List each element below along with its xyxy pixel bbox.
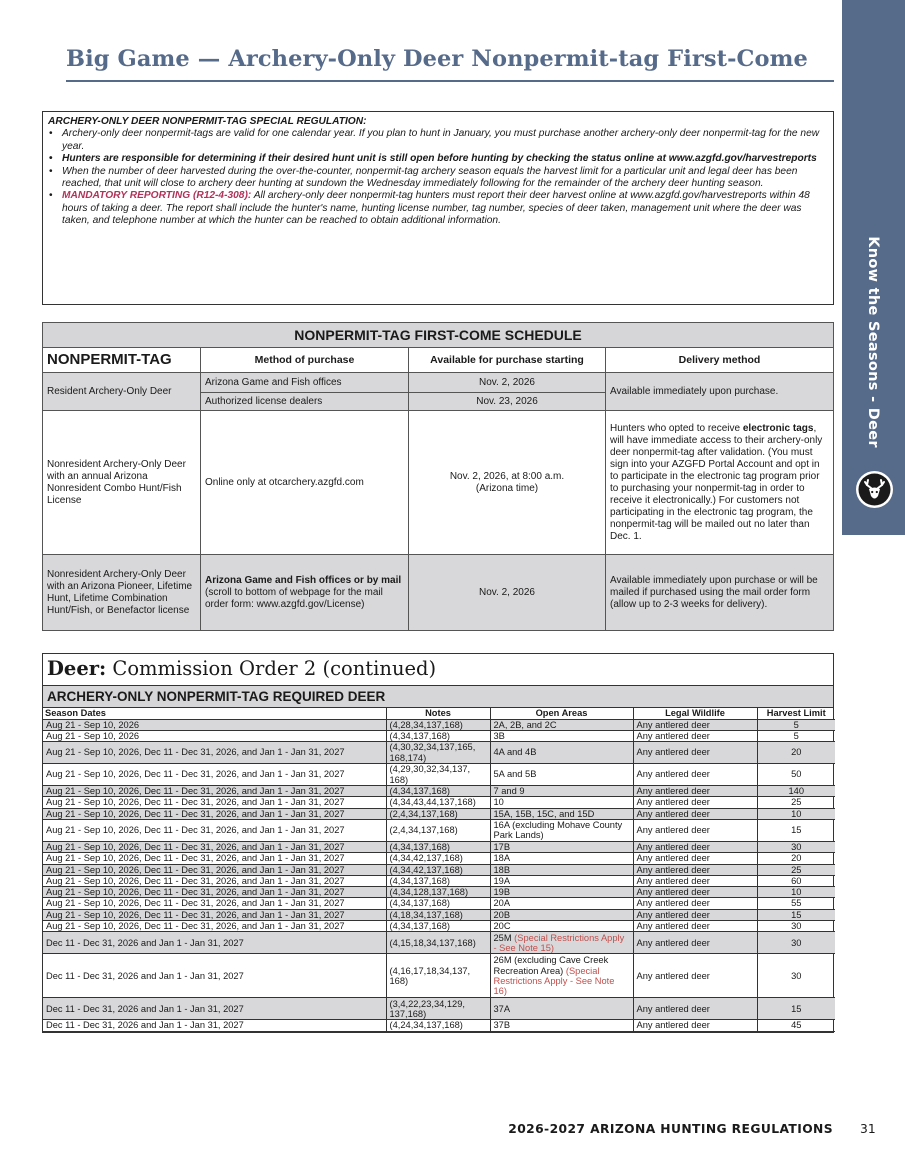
- deer-cell-text: 10: [791, 808, 802, 819]
- deer-cell-dates: [43, 797, 386, 808]
- schedule-method-cell: Online only at otcarchery.azgfd.com: [201, 411, 409, 555]
- delivery-text: Hunters who opted to receive: [610, 422, 743, 434]
- deer-cell-text: Dec 11 - Dec 31, 2026 and Jan 1 - Jan 31, 2027: [46, 970, 244, 981]
- schedule-date-cell: Nov. 2, 2026: [409, 555, 606, 631]
- deer-cell-text: (4,34,43,44,137,168): [389, 797, 476, 808]
- deer-cell-text: Aug 21 - Sep 10, 2026, Dec 11 - Dec 31, 2026, and Jan 1 - Jan 31, 2027: [46, 887, 345, 898]
- schedule-date-cell: Nov. 23, 2026: [409, 393, 606, 411]
- deer-cell-limit: [757, 808, 835, 819]
- deer-cell-text: 5: [793, 719, 799, 730]
- deer-cell-text: Any antlered deer: [636, 909, 710, 920]
- schedule-date-line: (Arizona time): [475, 482, 539, 494]
- deer-cell-text: 30: [791, 921, 802, 932]
- deer-cell-notes: [386, 808, 490, 819]
- deer-cell-text: Any antlered deer: [636, 937, 710, 948]
- schedule-method-cell: Arizona Game and Fish offices: [201, 373, 409, 393]
- table-row: [43, 909, 835, 920]
- deer-cell-text: 15: [791, 825, 802, 836]
- deer-cell-wildlife: [633, 887, 757, 898]
- deer-cell-text: Any antlered deer: [636, 921, 710, 932]
- deer-cell-text: Aug 21 - Sep 10, 2026, Dec 11 - Dec 31, 2026, and Jan 1 - Jan 31, 2027: [46, 825, 345, 836]
- deer-cell-text: 30: [791, 970, 802, 981]
- deer-cell-text: 20: [791, 853, 802, 864]
- deer-cell-dates: [43, 764, 386, 786]
- deer-cell-text: Dec 11 - Dec 31, 2026 and Jan 1 - Jan 31, 2027: [46, 1020, 244, 1031]
- deer-col-header: Season Dates: [43, 708, 386, 719]
- deer-cell-dates: [43, 1020, 386, 1031]
- deer-cell-text: 10: [493, 797, 504, 808]
- deer-cell-text: 15A, 15B, 15C, and 15D: [493, 808, 595, 819]
- deer-cell-text: Any antlered deer: [636, 808, 710, 819]
- deer-cell-dates: [43, 853, 386, 864]
- deer-cell-areas: [490, 921, 633, 932]
- table-row: [43, 887, 835, 898]
- schedule-delivery-cell: [606, 411, 834, 555]
- table-row: [43, 954, 835, 998]
- deer-cell-notes: [386, 853, 490, 864]
- deer-cell-limit: [757, 932, 835, 954]
- regulation-bullet: • Archery-only deer nonpermit-tags are valid for one calendar year. If you plan to hunt in January, you must purchase another archery-only deer nonpermit-tag for the new year.: [48, 128, 827, 153]
- deer-cell-text: 19B: [493, 887, 511, 898]
- table-row: [43, 808, 835, 819]
- deer-cell-text: Any antlered deer: [636, 864, 710, 875]
- deer-cell-limit: [757, 797, 835, 808]
- deer-col-header: Notes: [386, 708, 490, 719]
- deer-title-bold: Deer:: [47, 657, 107, 680]
- deer-cell-limit: [757, 786, 835, 797]
- deer-season-table: [43, 708, 835, 1032]
- deer-cell-text: Any antlered deer: [636, 898, 710, 909]
- deer-cell-areas: [490, 786, 633, 797]
- deer-cell-text: (4,15,18,34,137,168): [389, 937, 476, 948]
- deer-cell-notes: [386, 764, 490, 786]
- deer-cell-text: Any antlered deer: [636, 875, 710, 886]
- deer-cell-wildlife: [633, 1020, 757, 1031]
- deer-cell-text: Any antlered deer: [636, 769, 710, 780]
- delivery-emphasis: electronic tags: [742, 422, 814, 434]
- table-row: [43, 730, 835, 741]
- title-rule: [66, 80, 834, 82]
- deer-cell-areas: [490, 764, 633, 786]
- deer-cell-limit: [757, 954, 835, 998]
- deer-cell-text: Any antlered deer: [636, 747, 710, 758]
- deer-cell-text: Any antlered deer: [636, 719, 710, 730]
- deer-cell-wildlife: [633, 797, 757, 808]
- deer-cell-areas: [490, 719, 633, 730]
- deer-cell-limit: [757, 1020, 835, 1031]
- deer-cell-notes: [386, 742, 490, 764]
- deer-cell-text: (4,29,30,32,34,137, 168): [389, 764, 471, 785]
- deer-cell-text: 140: [788, 786, 804, 797]
- deer-cell-text: (2,4,34,137,168): [389, 808, 458, 819]
- schedule-date-line: Nov. 2, 2026, at 8:00 a.m.: [449, 470, 565, 482]
- deer-head-icon: [856, 471, 893, 508]
- regulation-heading: ARCHERY-ONLY DEER NONPERMIT-TAG SPECIAL REGULATION:: [48, 116, 367, 127]
- deer-col-header: Harvest Limit: [757, 708, 835, 719]
- deer-cell-text: 7 and 9: [493, 786, 525, 797]
- deer-cell-text: Any antlered deer: [636, 825, 710, 836]
- deer-cell-wildlife: [633, 853, 757, 864]
- deer-cell-text: Any antlered deer: [636, 1020, 710, 1031]
- deer-cell-text: 19A: [493, 875, 511, 886]
- deer-cell-wildlife: [633, 998, 757, 1020]
- deer-cell-areas: [490, 887, 633, 898]
- deer-cell-text: (4,34,137,168): [389, 730, 450, 741]
- schedule-header: Available for purchase starting: [409, 348, 606, 373]
- deer-commission-order: [42, 653, 834, 1033]
- deer-cell-text: 15: [791, 1003, 802, 1014]
- deer-cell-limit: [757, 909, 835, 920]
- deer-cell-text: (4,34,42,137,168): [389, 864, 463, 875]
- deer-cell-areas: [490, 742, 633, 764]
- deer-cell-text: (4,34,137,168): [389, 898, 450, 909]
- schedule-tag-cell: Nonresident Archery-Only Deer with an annual Arizona Nonresident Combo Hunt/Fish License: [43, 411, 201, 555]
- deer-cell-dates: [43, 841, 386, 852]
- table-row: [43, 875, 835, 886]
- special-restriction-note: (Special Restrictions Apply - See Note 16): [493, 965, 615, 997]
- regulation-bullet: • Hunters are responsible for determining if their desired hunt unit is still open before hunting by checking the status online at www.azgfd.gov/harvestreports: [48, 153, 827, 165]
- deer-cell-dates: [43, 921, 386, 932]
- deer-cell-text: Aug 21 - Sep 10, 2026, Dec 11 - Dec 31, 2026, and Jan 1 - Jan 31, 2027: [46, 747, 345, 758]
- page-number: 31: [860, 1122, 876, 1136]
- deer-cell-text: 10: [791, 887, 802, 898]
- deer-cell-dates: [43, 808, 386, 819]
- deer-cell-text: (4,34,137,168): [389, 841, 450, 852]
- deer-cell-dates: [43, 730, 386, 741]
- deer-cell-text: Aug 21 - Sep 10, 2026: [46, 730, 140, 741]
- deer-cell-text: (2,4,34,137,168): [389, 825, 458, 836]
- deer-cell-text: Dec 11 - Dec 31, 2026 and Jan 1 - Jan 31, 2027: [46, 1003, 244, 1014]
- deer-cell-areas: [490, 730, 633, 741]
- method-text: (scroll to bottom of webpage for the mail order form: www.azgfd.gov/License): [205, 586, 383, 610]
- deer-cell-text: Aug 21 - Sep 10, 2026, Dec 11 - Dec 31, 2026, and Jan 1 - Jan 31, 2027: [46, 875, 345, 886]
- deer-cell-wildlife: [633, 841, 757, 852]
- schedule-delivery-cell: Available immediately upon purchase.: [606, 373, 834, 411]
- deer-cell-dates: [43, 819, 386, 841]
- deer-cell-limit: [757, 887, 835, 898]
- deer-cell-text: Any antlered deer: [636, 730, 710, 741]
- table-row: [43, 1020, 835, 1031]
- deer-cell-text: Aug 21 - Sep 10, 2026, Dec 11 - Dec 31, 2026, and Jan 1 - Jan 31, 2027: [46, 853, 345, 864]
- deer-cell-text: Aug 21 - Sep 10, 2026, Dec 11 - Dec 31, 2026, and Jan 1 - Jan 31, 2027: [46, 864, 345, 875]
- deer-cell-dates: [43, 898, 386, 909]
- deer-cell-text: Aug 21 - Sep 10, 2026, Dec 11 - Dec 31, 2026, and Jan 1 - Jan 31, 2027: [46, 841, 345, 852]
- deer-cell-text: (4,34,42,137,168): [389, 853, 463, 864]
- mandatory-reporting-label: MANDATORY REPORTING (R12-4-308):: [62, 190, 252, 202]
- deer-cell-text: (4,16,17,18,34,137, 168): [389, 965, 471, 986]
- deer-cell-text: 2A, 2B, and 2C: [493, 719, 557, 730]
- deer-cell-text: Aug 21 - Sep 10, 2026: [46, 719, 140, 730]
- deer-cell-wildlife: [633, 719, 757, 730]
- deer-cell-wildlife: [633, 742, 757, 764]
- deer-cell-dates: [43, 875, 386, 886]
- deer-cell-text: 18A: [493, 853, 511, 864]
- deer-cell-wildlife: [633, 730, 757, 741]
- schedule-date-cell: [409, 411, 606, 555]
- footer-title: 2026-2027 ARIZONA HUNTING REGULATIONS: [508, 1122, 833, 1136]
- deer-cell-areas: [490, 932, 633, 954]
- deer-cell-text: Aug 21 - Sep 10, 2026, Dec 11 - Dec 31, 2026, and Jan 1 - Jan 31, 2027: [46, 797, 345, 808]
- deer-cell-text: 20A: [493, 898, 511, 909]
- deer-cell-text: 20B: [493, 909, 511, 920]
- schedule-header: NONPERMIT-TAG: [43, 348, 201, 373]
- deer-cell-text: 37B: [493, 1020, 511, 1031]
- deer-cell-notes: [386, 909, 490, 920]
- deer-cell-dates: [43, 998, 386, 1020]
- deer-cell-areas: [490, 875, 633, 886]
- deer-cell-text: 4A and 4B: [493, 747, 537, 758]
- deer-subtitle: ARCHERY-ONLY NONPERMIT-TAG REQUIRED DEER: [43, 686, 833, 708]
- deer-cell-notes: [386, 875, 490, 886]
- deer-cell-text: Any antlered deer: [636, 887, 710, 898]
- deer-cell-notes: [386, 998, 490, 1020]
- deer-cell-limit: [757, 819, 835, 841]
- deer-cell-text: (4,24,34,137,168): [389, 1020, 463, 1031]
- table-row: [43, 841, 835, 852]
- deer-cell-text: Aug 21 - Sep 10, 2026, Dec 11 - Dec 31, 2026, and Jan 1 - Jan 31, 2027: [46, 808, 345, 819]
- table-row: [43, 819, 835, 841]
- deer-cell-wildlife: [633, 898, 757, 909]
- deer-cell-areas: [490, 808, 633, 819]
- deer-cell-dates: [43, 954, 386, 998]
- deer-col-header: Open Areas: [490, 708, 633, 719]
- schedule-title: NONPERMIT-TAG FIRST-COME SCHEDULE: [43, 323, 834, 348]
- deer-cell-dates: [43, 719, 386, 730]
- deer-cell-notes: [386, 898, 490, 909]
- table-row: [43, 921, 835, 932]
- table-row: [43, 898, 835, 909]
- deer-cell-notes: [386, 730, 490, 741]
- table-row: [43, 786, 835, 797]
- deer-cell-areas: [490, 998, 633, 1020]
- table-row: [43, 853, 835, 864]
- deer-cell-text: (4,30,32,34,137,165, 168,174): [389, 742, 476, 763]
- deer-cell-text: 26M (excluding Cave Creek Recreation Area): [493, 955, 609, 976]
- deer-cell-text: (4,34,137,168): [389, 921, 450, 932]
- deer-cell-wildlife: [633, 932, 757, 954]
- deer-cell-text: 5A and 5B: [493, 769, 537, 780]
- deer-cell-text: 60: [791, 875, 802, 886]
- schedule-tag-cell: Nonresident Archery-Only Deer with an Arizona Pioneer, Lifetime Hunt, Lifetime Combination Hunt/Fish, or Benefactor license: [43, 555, 201, 631]
- deer-cell-text: 50: [791, 769, 802, 780]
- deer-title-rest: Commission Order 2 (continued): [106, 657, 437, 680]
- deer-cell-text: (4,18,34,137,168): [389, 909, 463, 920]
- special-restriction-note: (Special Restrictions Apply - See Note 15): [493, 932, 625, 953]
- deer-cell-areas: [490, 841, 633, 852]
- deer-cell-limit: [757, 921, 835, 932]
- deer-cell-text: Aug 21 - Sep 10, 2026, Dec 11 - Dec 31, 2026, and Jan 1 - Jan 31, 2027: [46, 786, 345, 797]
- deer-cell-areas: [490, 797, 633, 808]
- deer-cell-text: 18B: [493, 864, 511, 875]
- page-title: Big Game — Archery-Only Deer Nonpermit-tag First-Come: [66, 46, 808, 72]
- deer-cell-limit: [757, 864, 835, 875]
- deer-cell-text: (4,28,34,137,168): [389, 719, 463, 730]
- deer-cell-notes: [386, 887, 490, 898]
- deer-cell-text: 20: [791, 747, 802, 758]
- schedule-delivery-cell: Available immediately upon purchase or will be mailed if purchased using the mail order form (allow up to 2-3 weeks for delivery).: [606, 555, 834, 631]
- deer-cell-wildlife: [633, 764, 757, 786]
- deer-cell-areas: [490, 819, 633, 841]
- table-row: [43, 742, 835, 764]
- deer-cell-text: Aug 21 - Sep 10, 2026, Dec 11 - Dec 31, 2026, and Jan 1 - Jan 31, 2027: [46, 909, 345, 920]
- deer-cell-wildlife: [633, 954, 757, 998]
- deer-cell-notes: [386, 719, 490, 730]
- deer-cell-text: (3,4,22,23,34,129, 137,168): [389, 998, 465, 1019]
- deer-cell-text: (4,34,137,168): [389, 786, 450, 797]
- deer-cell-text: 30: [791, 937, 802, 948]
- deer-cell-limit: [757, 841, 835, 852]
- schedule-tag-cell: Resident Archery-Only Deer: [43, 373, 201, 411]
- deer-cell-text: Any antlered deer: [636, 970, 710, 981]
- deer-cell-areas: [490, 1020, 633, 1031]
- deer-cell-notes: [386, 797, 490, 808]
- deer-cell-text: 45: [791, 1020, 802, 1031]
- deer-cell-text: 16A (excluding Mohave County Park Lands): [493, 820, 623, 841]
- deer-cell-notes: [386, 786, 490, 797]
- deer-cell-limit: [757, 764, 835, 786]
- table-row: [43, 797, 835, 808]
- deer-cell-wildlife: [633, 786, 757, 797]
- deer-cell-text: (4,34,137,168): [389, 875, 450, 886]
- deer-table-body: [43, 719, 835, 1031]
- deer-cell-areas: [490, 898, 633, 909]
- deer-cell-notes: [386, 841, 490, 852]
- deer-cell-text: 37A: [493, 1003, 511, 1014]
- schedule-header: Delivery method: [606, 348, 834, 373]
- deer-cell-dates: [43, 909, 386, 920]
- deer-cell-notes: [386, 819, 490, 841]
- deer-cell-wildlife: [633, 819, 757, 841]
- deer-cell-text: Any antlered deer: [636, 841, 710, 852]
- regulation-bullet: [48, 190, 827, 227]
- deer-cell-text: 30: [791, 841, 802, 852]
- deer-cell-text: 55: [791, 898, 802, 909]
- deer-cell-text: Aug 21 - Sep 10, 2026, Dec 11 - Dec 31, 2026, and Jan 1 - Jan 31, 2027: [46, 769, 345, 780]
- table-row: [43, 932, 835, 954]
- deer-cell-areas: [490, 909, 633, 920]
- deer-cell-text: Aug 21 - Sep 10, 2026, Dec 11 - Dec 31, 2026, and Jan 1 - Jan 31, 2027: [46, 921, 345, 932]
- deer-cell-text: Any antlered deer: [636, 853, 710, 864]
- deer-cell-limit: [757, 853, 835, 864]
- deer-cell-text: 25M: [493, 932, 512, 943]
- table-row: [43, 719, 835, 730]
- deer-cell-notes: [386, 932, 490, 954]
- deer-cell-text: 25: [791, 797, 802, 808]
- deer-cell-text: 15: [791, 909, 802, 920]
- deer-cell-text: Aug 21 - Sep 10, 2026, Dec 11 - Dec 31, 2026, and Jan 1 - Jan 31, 2027: [46, 898, 345, 909]
- deer-cell-limit: [757, 730, 835, 741]
- schedule-method-cell: [201, 555, 409, 631]
- deer-cell-text: Any antlered deer: [636, 1003, 710, 1014]
- method-emphasis: Arizona Game and Fish offices or by mail: [205, 574, 402, 586]
- schedule-date-cell: Nov. 2, 2026: [409, 373, 606, 393]
- deer-cell-dates: [43, 864, 386, 875]
- special-regulation-box: [42, 111, 834, 305]
- deer-cell-wildlife: [633, 808, 757, 819]
- deer-cell-limit: [757, 875, 835, 886]
- deer-section-title: [43, 654, 833, 686]
- deer-cell-limit: [757, 719, 835, 730]
- side-tab-label: Know the Seasons - Deer: [865, 236, 881, 448]
- deer-cell-notes: [386, 864, 490, 875]
- deer-cell-text: 5: [793, 730, 799, 741]
- mandatory-reporting-text: All archery-only deer nonpermit-tag hunters must report their deer harvest online at www.azgfd.gov/harvestreports within 48 hours of taking a deer. The report shall include the hunter's name, hunting license number, tag number, species of deer taken, management unit where the deer was taken, and telephone number at which the hunter can be reached to obtain additional information.: [62, 190, 810, 227]
- deer-cell-dates: [43, 786, 386, 797]
- footer: [0, 1122, 905, 1140]
- deer-cell-text: 3B: [493, 730, 505, 741]
- deer-cell-areas: [490, 954, 633, 998]
- deer-cell-wildlife: [633, 864, 757, 875]
- deer-cell-text: (4,34,128,137,168): [389, 887, 469, 898]
- nonpermit-schedule-table: [42, 322, 834, 631]
- deer-cell-dates: [43, 887, 386, 898]
- deer-cell-areas: [490, 864, 633, 875]
- schedule-method-cell: Authorized license dealers: [201, 393, 409, 411]
- deer-cell-wildlife: [633, 875, 757, 886]
- deer-cell-notes: [386, 1020, 490, 1031]
- deer-cell-text: Any antlered deer: [636, 797, 710, 808]
- table-row: [43, 998, 835, 1020]
- deer-cell-text: 25: [791, 864, 802, 875]
- deer-cell-wildlife: [633, 921, 757, 932]
- deer-cell-wildlife: [633, 909, 757, 920]
- deer-cell-text: Dec 11 - Dec 31, 2026 and Jan 1 - Jan 31, 2027: [46, 937, 244, 948]
- deer-cell-areas: [490, 853, 633, 864]
- deer-cell-limit: [757, 998, 835, 1020]
- table-row: [43, 864, 835, 875]
- schedule-header: Method of purchase: [201, 348, 409, 373]
- table-row: [43, 764, 835, 786]
- deer-cell-dates: [43, 932, 386, 954]
- deer-cell-notes: [386, 921, 490, 932]
- deer-cell-text: 20C: [493, 921, 511, 932]
- deer-cell-limit: [757, 898, 835, 909]
- deer-cell-text: 17B: [493, 841, 511, 852]
- deer-cell-notes: [386, 954, 490, 998]
- deer-cell-text: Any antlered deer: [636, 786, 710, 797]
- deer-cell-limit: [757, 742, 835, 764]
- regulation-bullet: • When the number of deer harvested during the over-the-counter, nonpermit-tag archery season equals the harvest limit for a particular unit and legal deer has been reached, that unit will close to archery deer hunting at sundown the Wednesday immediately following for the remainder of the archery deer hunting season.: [48, 166, 827, 191]
- deer-col-header: Legal Wildlife: [633, 708, 757, 719]
- deer-cell-dates: [43, 742, 386, 764]
- delivery-text: , will have immediate access to their archery-only deer nonpermit-tag after validation. (You must sign into your AZGFD Portal Account and opt in to participate in the electronic tag program prior to purchasing your nonpermit-tag in order to receive it electronically.) For customers not participating in the electronic tag program, the nonpermit-tag will be mailed out no later than Dec. 1.: [610, 422, 823, 542]
